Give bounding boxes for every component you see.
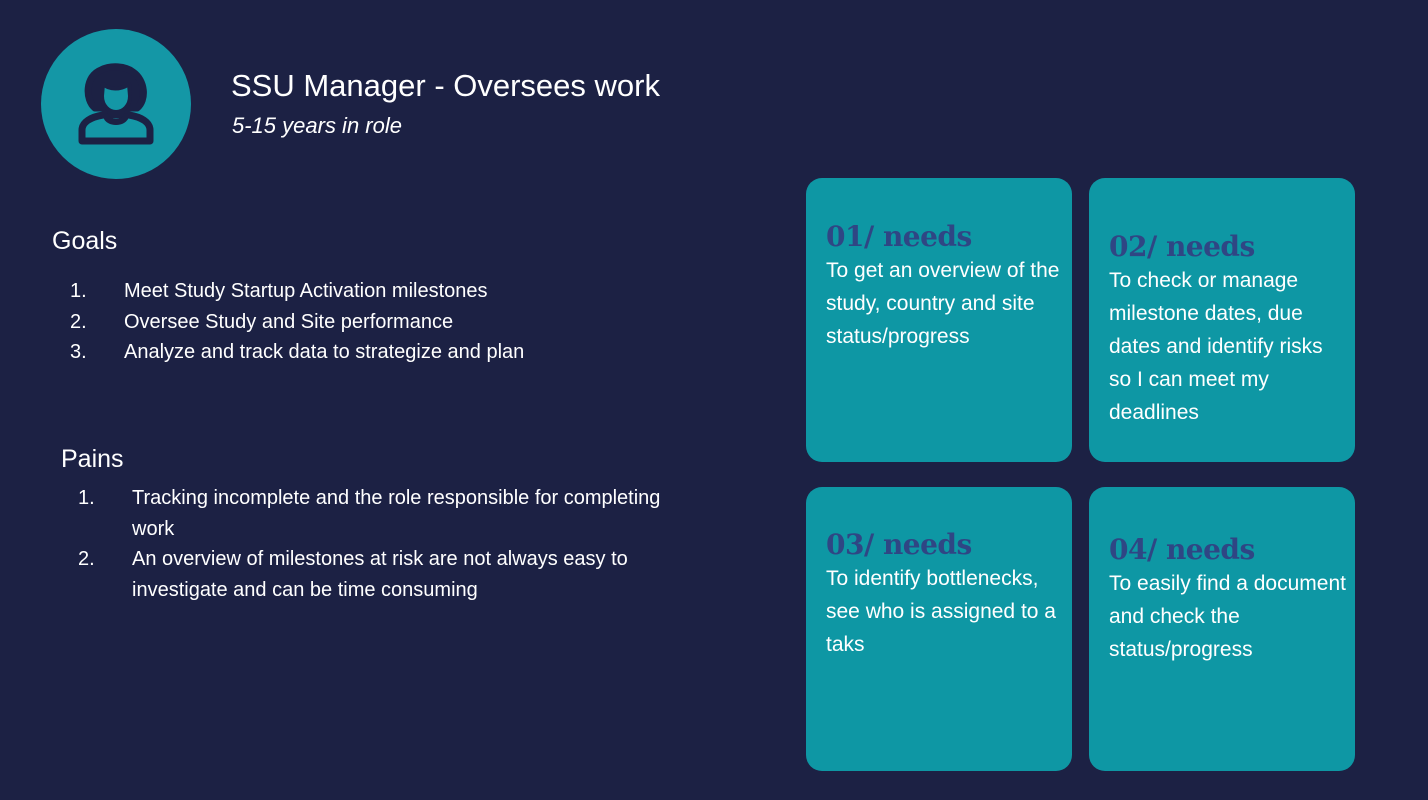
persona-subtitle: 5-15 years in role [232,113,402,138]
pain-item [78,544,688,605]
goal-text: Analyze and track data to strategize and plan [124,341,525,363]
needs-card-text: To identify bottlenecks, see who is assigned to a taks [826,567,1056,656]
goal-item [70,276,710,307]
needs-card-4 [1089,487,1355,771]
goals-list [70,276,710,368]
pain-item [78,483,688,544]
pains-list [78,483,688,605]
pain-number: 2. [78,548,95,570]
needs-card-text: To check or manage milestone dates, due dates and identify risks so I can meet my deadlines [1109,269,1323,424]
goal-item [70,337,710,368]
pains-heading: Pains [61,445,124,473]
goal-number: 2. [70,310,87,333]
persona-title: SSU Manager - Oversees work [231,68,660,103]
needs-card-text: To get an overview of the study, country and site status/progress [826,259,1060,348]
avatar [41,29,191,179]
user-woman-icon [73,62,159,146]
goal-item [70,307,710,338]
pain-text: Tracking incomplete and the role responsible for completing work [132,487,661,540]
goal-number: 1. [70,280,87,302]
needs-card-heading: 03/ needs [826,528,972,561]
needs-card-1 [806,178,1072,462]
goal-text: Meet Study Startup Activation milestones [124,280,488,302]
goals-heading: Goals [52,227,118,255]
pain-number: 1. [78,487,95,509]
needs-card-heading: 04/ needs [1109,533,1255,566]
needs-card-heading: 01/ needs [826,220,972,253]
needs-card-text: To easily find a document and check the status/progress [1109,572,1346,661]
needs-card-heading: 02/ needs [1109,230,1255,263]
goal-number: 3. [70,341,87,363]
needs-card-3 [806,487,1072,771]
needs-card-2 [1089,178,1355,462]
goal-text: Oversee Study and Site performance [124,310,454,333]
pain-text: An overview of milestones at risk are not always easy to investigate and can be time consuming [132,548,628,601]
